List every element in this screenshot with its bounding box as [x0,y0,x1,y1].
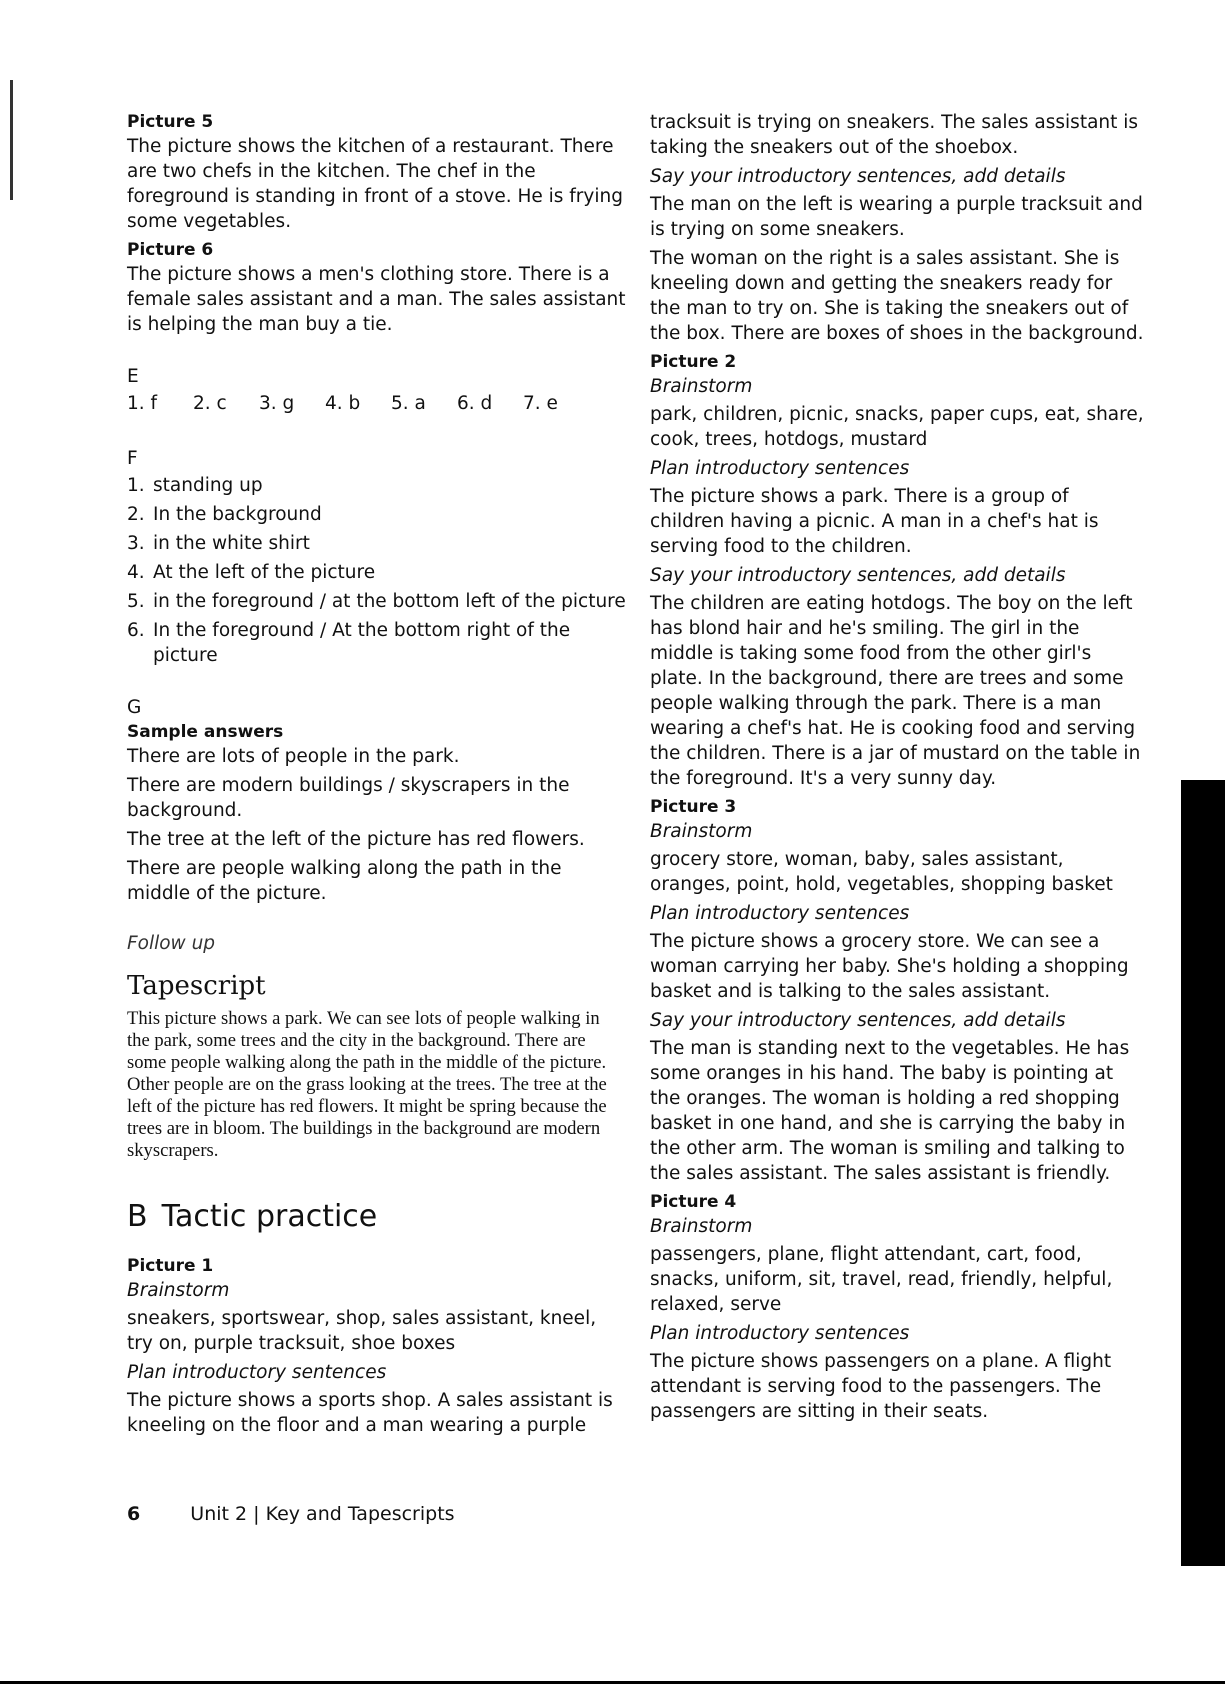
list-item [127,589,627,614]
list-number: 4. [127,562,145,583]
plan-text: The picture shows a park. There is a group of children having a picnic. A man in a chef's hat is serving food to the children. [650,486,1099,557]
say-label: Say your introductory sentences, add details [650,565,1066,586]
list-item [127,502,627,527]
plan-label: Plan introductory sentences [650,1323,910,1344]
list-item [127,531,627,556]
brainstorm-text: sneakers, sportswear, shop, sales assistant, kneel, try on, purple tracksuit, shoe boxes [127,1308,597,1354]
list-text: At the left of the picture [153,562,376,583]
say-text: The man is standing next to the vegetables. He has some oranges in his hand. The baby is pointing at the oranges. The woman is holding a red shopping basket in one hand, and she is carrying the baby in the other arm. The woman is smiling and talking to the sales assistant. The sales assistant is friendly. [650,1038,1130,1184]
list-number: 2. [127,504,145,525]
say-text: The woman on the right is a sales assistant. She is kneeling down and getting the sneakers ready for the man to try on. She is taking the sneakers out of the box. There are boxes of shoes in the background. [650,248,1144,344]
list-item [127,560,627,585]
sample-answers-heading: Sample answers [127,722,284,742]
left-column [127,110,627,1442]
brainstorm-text: park, children, picnic, snacks, paper cups, eat, share, cook, trees, hotdogs, mustard [650,404,1144,450]
follow-up-label: Follow up [127,933,216,954]
exercise-e-letter: E [127,366,139,387]
scan-margin-mark [10,80,13,200]
picture-6-text: The picture shows a men's clothing store. There is a female sales assistant and a man. The sales assistant is helping the man buy a tie. [127,264,626,335]
list-text: In the background [153,504,322,525]
footer-text: Unit 2 | Key and Tapescripts [190,1503,455,1525]
list-number: 6. [127,620,145,641]
list-text: in the foreground / at the bottom left of the picture [153,591,626,612]
answer-item: 1. f [127,393,158,414]
brainstorm-label: Brainstorm [650,821,753,842]
say-label: Say your introductory sentences, add details [650,1010,1066,1031]
sample-answer: There are lots of people in the park. [127,746,460,767]
plan-text: The picture shows passengers on a plane. A flight attendant is serving food to the passengers. The passengers are sitting in their seats. [650,1351,1112,1422]
picture-2-heading: Picture 2 [650,352,737,372]
list-text: in the white shirt [153,533,310,554]
exercise-g-letter: G [127,697,142,718]
picture-4-heading: Picture 4 [650,1192,737,1212]
brainstorm-text: passengers, plane, flight attendant, cart, food, snacks, uniform, sit, travel, read, friendly, helpful, relaxed, serve [650,1244,1113,1315]
picture-3-heading: Picture 3 [650,797,737,817]
picture-5-text: The picture shows the kitchen of a restaurant. There are two chefs in the kitchen. The chef in the foreground is standing in front of a stove. He is frying some vegetables. [127,136,623,232]
picture-1-heading: Picture 1 [127,1256,214,1276]
answer-item: 2. c [193,393,227,414]
section-letter: B [127,1199,148,1234]
list-text: standing up [153,475,263,496]
exercise-f-letter: F [127,448,138,469]
answer-item: 4. b [325,393,361,414]
section-title: Tactic practice [161,1199,378,1234]
answer-item: 6. d [457,393,493,414]
sample-answer: The tree at the left of the picture has red flowers. [127,829,585,850]
sample-answer: There are modern buildings / skyscrapers in the background. [127,775,570,821]
brainstorm-label: Brainstorm [650,1216,753,1237]
list-item [127,618,627,668]
plan-text: The picture shows a sports shop. A sales assistant is kneeling on the floor and a man wearing a purple [127,1390,613,1436]
list-number: 3. [127,533,145,554]
page-footer [127,1503,455,1525]
tapescript-text: This picture shows a park. We can see lots of people walking in the park, some trees and the city in the background. There are some people walking along the path in the middle of the picture. Other people are on the grass looking at the trees. The tree at the left of the picture has red flowers. It might be spring because the trees are in bloom. The buildings in the background are modern skyscrapers. [127,1008,607,1161]
list-number: 5. [127,591,145,612]
plan-label: Plan introductory sentences [127,1362,387,1383]
page-number: 6 [127,1503,141,1525]
picture-5-heading: Picture 5 [127,112,214,132]
picture-6-heading: Picture 6 [127,240,214,260]
list-number: 1. [127,475,145,496]
say-text: The children are eating hotdogs. The boy on the left has blond hair and he's smiling. The girl in the middle is taking some food from the other girl's plate. In the background, there are trees and some people walking through the park. There is a man wearing a chef's hat. He is cooking food and serving the children. There is a jar of mustard on the table in the foreground. It's a very sunny day. [650,593,1141,789]
brainstorm-label: Brainstorm [650,376,753,397]
page-edge-tab [1181,780,1225,1566]
answer-item: 7. e [523,393,558,414]
section-heading [127,1198,627,1236]
tapescript-heading: Tapescript [127,971,266,1001]
right-column [650,110,1145,1428]
plan-label: Plan introductory sentences [650,903,910,924]
answer-item: 3. g [259,393,295,414]
exercise-e-answers [127,389,627,419]
picture-1-continued: tracksuit is trying on sneakers. The sales assistant is taking the sneakers out of the shoebox. [650,112,1139,158]
plan-label: Plan introductory sentences [650,458,910,479]
say-label: Say your introductory sentences, add details [650,166,1066,187]
brainstorm-text: grocery store, woman, baby, sales assistant, oranges, point, hold, vegetables, shopping basket [650,849,1113,895]
sample-answer: There are people walking along the path in the middle of the picture. [127,858,562,904]
list-item [127,473,627,498]
say-text: The man on the left is wearing a purple tracksuit and is trying on some sneakers. [650,194,1143,240]
list-text: In the foreground / At the bottom right of the picture [153,620,571,666]
exercise-f-list [127,473,627,668]
answer-item: 5. a [391,393,426,414]
plan-text: The picture shows a grocery store. We can see a woman carrying her baby. She's holding a shopping basket and is talking to the sales assistant. [650,931,1129,1002]
brainstorm-label: Brainstorm [127,1280,230,1301]
